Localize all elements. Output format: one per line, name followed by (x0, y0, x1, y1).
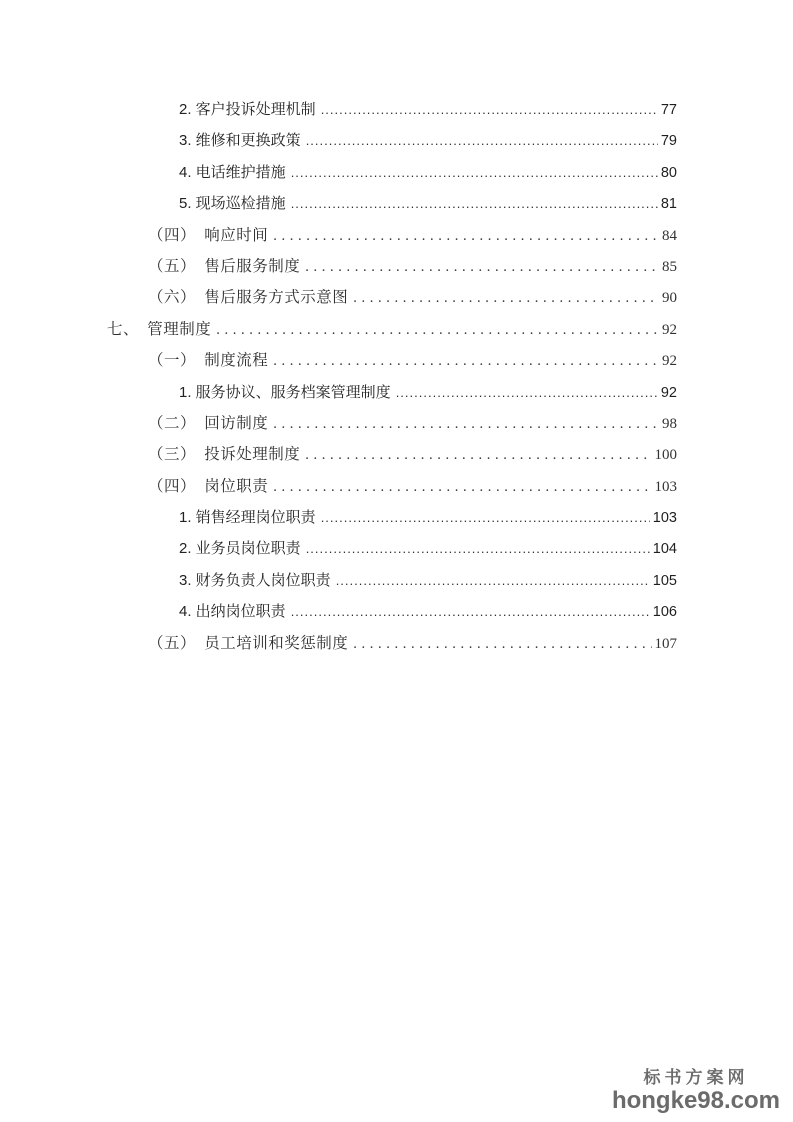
toc-entry[interactable] (107, 596, 677, 627)
toc-entry-label: （五） 员工培训和奖惩制度 (148, 634, 349, 652)
toc-leader-dots (353, 628, 651, 660)
toc-entry-page: 79 (660, 133, 677, 150)
toc-entry-page: 107 (654, 635, 677, 652)
toc-entry[interactable] (107, 157, 677, 188)
toc-entry-label: （三） 投诉处理制度 (148, 446, 301, 464)
toc-leader-dots (273, 220, 659, 252)
toc-entry-label: （四） 岗位职责 (148, 477, 269, 495)
toc-entry-page: 92 (662, 353, 677, 370)
toc-entry-label: 4. 电话维护措施 (179, 163, 286, 181)
toc-leader-dots (306, 125, 658, 156)
table-of-contents (107, 94, 677, 659)
toc-entry-page: 85 (662, 258, 677, 275)
toc-entry[interactable] (107, 439, 677, 470)
toc-entry-label: 3. 维修和更换政策 (179, 132, 301, 150)
toc-entry-page: 98 (662, 415, 677, 432)
toc-leader-dots (353, 282, 659, 314)
toc-entry-page: 103 (654, 478, 677, 495)
toc-entry[interactable] (107, 502, 677, 533)
toc-entry-page: 90 (662, 290, 677, 307)
toc-entry[interactable] (107, 220, 677, 251)
toc-entry-page: 84 (662, 227, 677, 244)
toc-entry-label: （一） 制度流程 (148, 352, 269, 370)
toc-entry-label: 5. 现场巡检措施 (179, 195, 286, 213)
toc-leader-dots (273, 408, 659, 440)
toc-entry-label: （五） 售后服务制度 (148, 257, 301, 275)
toc-entry-label: 1. 销售经理岗位职责 (179, 509, 316, 527)
toc-entry-label: （四） 响应时间 (148, 226, 269, 244)
toc-leader-dots (273, 471, 651, 503)
watermark (612, 1069, 780, 1113)
toc-entry[interactable] (107, 125, 677, 156)
toc-entry[interactable] (107, 377, 677, 408)
toc-entry-page: 92 (662, 321, 677, 338)
toc-leader-dots (291, 596, 650, 627)
toc-entry[interactable] (107, 282, 677, 313)
toc-leader-dots (291, 188, 658, 219)
toc-entry-label: （六） 售后服务方式示意图 (148, 289, 349, 307)
toc-leader-dots (306, 533, 650, 564)
toc-leader-dots (273, 345, 659, 377)
watermark-site-name: 标书方案网 (643, 1068, 749, 1088)
toc-entry[interactable] (107, 565, 677, 596)
toc-entry-page: 103 (652, 510, 677, 527)
toc-leader-dots (321, 94, 658, 125)
toc-entry-label: 2. 业务员岗位职责 (179, 540, 301, 558)
toc-entry-page: 104 (652, 541, 677, 558)
toc-entry-label: 3. 财务负责人岗位职责 (179, 571, 331, 589)
toc-entry[interactable] (107, 251, 677, 282)
toc-entry-label: 七、 管理制度 (107, 320, 212, 338)
toc-entry-page: 81 (660, 196, 677, 213)
toc-entry-page: 105 (652, 572, 677, 589)
toc-entry[interactable] (107, 188, 677, 219)
toc-entry-label: 2. 客户投诉处理机制 (179, 101, 316, 118)
toc-leader-dots (291, 157, 658, 188)
toc-entry[interactable] (107, 408, 677, 439)
toc-entry-label: 4. 出纳岗位职责 (179, 603, 286, 621)
toc-entry-page: 100 (654, 447, 677, 464)
toc-entry[interactable] (107, 628, 677, 659)
toc-entry-page: 92 (660, 384, 677, 401)
toc-entry[interactable] (107, 94, 677, 125)
toc-entry-page: 80 (660, 164, 677, 181)
toc-entry-page: 106 (652, 604, 677, 621)
toc-entry-label: 1. 服务协议、服务档案管理制度 (179, 383, 391, 401)
toc-entry-page: 77 (660, 102, 677, 118)
toc-entry[interactable] (107, 345, 677, 376)
toc-entry[interactable] (107, 471, 677, 502)
watermark-site-url: hongke98.com (611, 1086, 780, 1114)
toc-entry-label: （二） 回访制度 (148, 414, 269, 432)
toc-leader-dots (336, 565, 650, 596)
toc-leader-dots (305, 439, 651, 471)
toc-leader-dots (216, 314, 659, 346)
toc-leader-dots (321, 502, 650, 533)
toc-entry[interactable] (107, 533, 677, 564)
toc-leader-dots (305, 251, 659, 283)
toc-leader-dots (396, 377, 658, 408)
toc-entry[interactable] (107, 314, 677, 345)
